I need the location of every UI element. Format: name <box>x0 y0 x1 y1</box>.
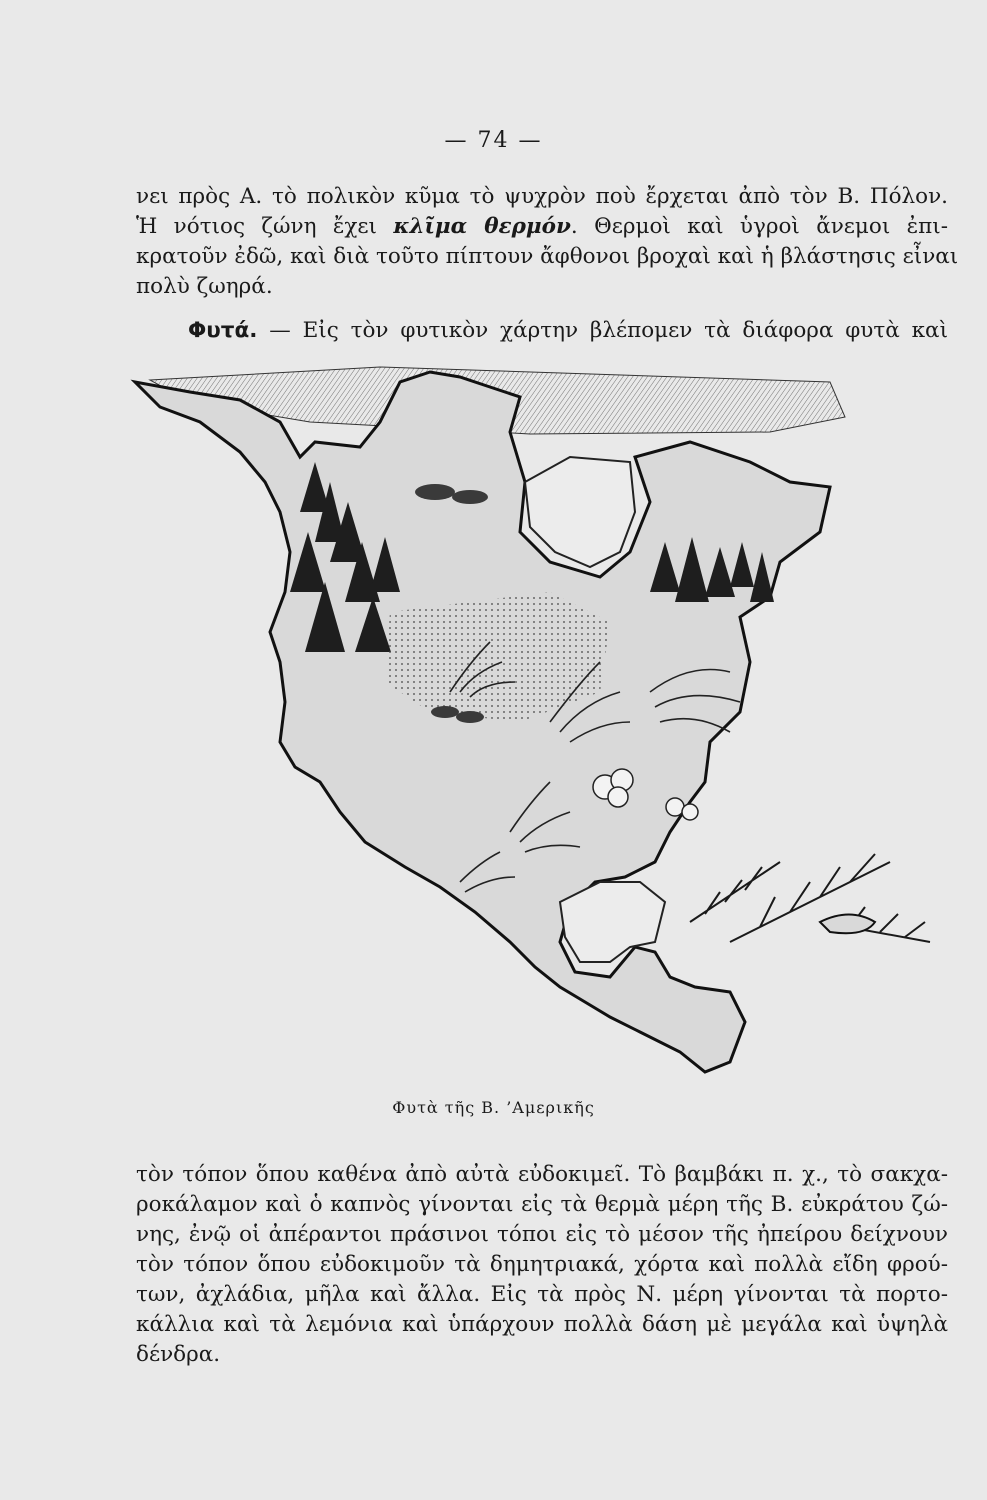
paragraph-climate <box>136 182 959 302</box>
emphasis-warm-climate: κλῖμα θερμόν <box>393 214 571 239</box>
text-line: κάλλια καὶ τὰ λεμόνια καὶ ὑπάρχουν πολλὰ δάση μὲ μεγάλα καὶ ὑψηλὰ <box>136 1312 948 1337</box>
text-line: ροκάλαμον καὶ ὁ καπνὸς γίνονται εἰς τὰ θερμὰ μέρη τῆς Β. εὐκράτου ζώ- <box>136 1192 948 1217</box>
text-run: . Θερμοὶ καὶ ὑγροὶ ἄνεμοι ἐπι- <box>570 214 948 239</box>
text-line <box>136 212 948 242</box>
north-america-landmass <box>135 372 830 1072</box>
text-line: των, ἀχλάδια, μῆλα καὶ ἄλλα. Εἰς τὰ πρὸς Ν. μέρη γίνονται τὰ πορτο- <box>136 1282 948 1307</box>
plant-map-illustration <box>130 362 950 1082</box>
text-line <box>136 316 948 346</box>
paragraph-crops <box>136 1160 948 1370</box>
tropical-branches <box>690 854 930 942</box>
text-line: νης, ἐνῷ οἱ ἀπέραντοι πράσινοι τόποι εἰς τὸ μέσον τῆς ἠπείρου δείχνουν <box>136 1222 948 1247</box>
figure-caption: Φυτὰ τῆς Β. ’Αμερικῆς <box>392 1098 595 1117</box>
text-line: νει πρὸς Α. τὸ πολικὸν κῦμα τὸ ψυχρὸν ποὺ ἔρχεται ἀπὸ τὸν Β. Πόλον. <box>136 184 948 209</box>
text-run: — Εἰς τὸν φυτικὸν χάρτην βλέπομεν τὰ διάφορα φυτὰ καὶ <box>257 318 948 343</box>
hudson-bay <box>525 457 635 567</box>
text-line: δένδρα. <box>136 1342 221 1367</box>
text-line: τὸν τόπον ὅπου εὐδοκιμοῦν τὰ δημητριακά, χόρτα καὶ πολλὰ εἴδη φρού- <box>136 1252 948 1277</box>
section-heading-plants: Φυτά. <box>188 318 258 343</box>
page-number: — 74 — <box>444 128 543 153</box>
text-line: κρατοῦν ἐδῶ, καὶ διὰ τοῦτο πίπτουν ἄφθονοι βροχαὶ καὶ ἡ βλάστησις εἶναι <box>136 244 959 269</box>
text-run: Ἡ νότιος ζώνη ἔχει <box>136 214 394 239</box>
paragraph-plants <box>136 316 948 346</box>
text-line: πολὺ ζωηρά. <box>136 274 273 299</box>
text-line: τὸν τόπον ὅπου καθένα ἀπὸ αὐτὰ εὐδοκιμεῖ. Τὸ βαμβάκι π. χ., τὸ σακχα- <box>136 1162 948 1187</box>
